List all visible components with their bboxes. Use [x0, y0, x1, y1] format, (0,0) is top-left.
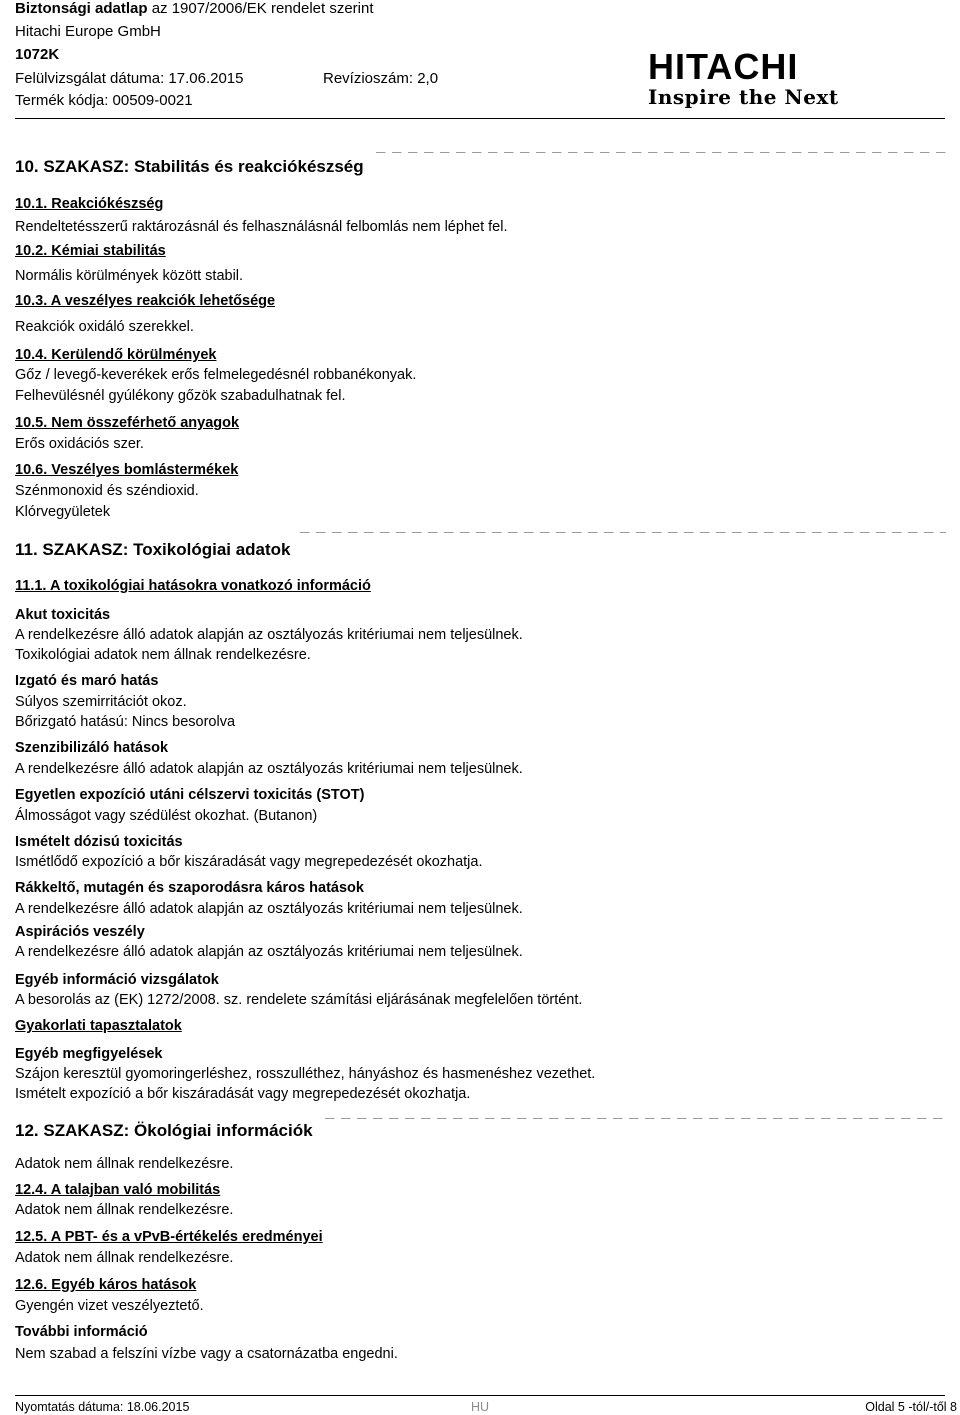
language-code: HU [471, 1400, 490, 1414]
subsection-10-5-title: 10.5. Nem összeférhető anyagok [15, 415, 240, 431]
subsection-12-5-text: Adatok nem állnak rendelkezésre. [15, 1250, 234, 1266]
subsection-10-4-text-2: Felhevülésnél gyúlékony gőzök szabadulhatnak fel. [15, 388, 346, 404]
subsection-12-4-title: 12.4. A talajban való mobilitás [15, 1182, 221, 1198]
section-divider [325, 1118, 946, 1119]
aspiration-text: A rendelkezésre álló adatok alapján az osztályozás kritériumai nem teljesülnek. [15, 944, 523, 960]
other-info-label: Egyéb információ vizsgálatok [15, 972, 219, 988]
stot-label: Egyetlen expozíció utáni célszervi toxicitás (STOT) [15, 787, 365, 803]
repeated-dose-label: Ismételt dózisú toxicitás [15, 834, 183, 850]
other-info-text: A besorolás az (EK) 1272/2008. sz. rendelete számítási eljárásának megfelelően történt. [15, 992, 583, 1008]
practical-experience-title: Gyakorlati tapasztalatok [15, 1018, 182, 1034]
subsection-12-6-title: 12.6. Egyéb káros hatások [15, 1277, 197, 1293]
subsection-12-6-text: Gyengén vizet veszélyeztető. [15, 1298, 204, 1314]
subsection-10-3-text: Reakciók oxidáló szerekkel. [15, 319, 194, 335]
subsection-10-1-title: 10.1. Reakciókészség [15, 196, 164, 212]
irritation-text-1: Súlyos szemirritációt okoz. [15, 694, 187, 710]
logo-brand: HITACHI [648, 46, 799, 87]
other-observations-text-1: Szájon keresztül gyomoringerléshez, rosszulléthez, hányáshoz és hasmenéshez vezethet. [15, 1066, 596, 1082]
header-divider [15, 118, 945, 119]
subsection-10-6-text-1: Szénmonoxid és széndioxid. [15, 483, 199, 499]
revision-number: Revízioszám: 2,0 [323, 70, 439, 87]
section-divider [376, 152, 946, 153]
sensitization-label: Szenzibilizáló hatások [15, 740, 169, 756]
company-name: Hitachi Europe GmbH [15, 23, 161, 40]
subsection-10-1-text: Rendeltetésszerű raktározásnál és felhasználásnál felbomlás nem léphet fel. [15, 219, 508, 235]
subsection-12-4-text: Adatok nem állnak rendelkezésre. [15, 1202, 234, 1218]
acute-toxicity-text-2: Toxikológiai adatok nem állnak rendelkezésre. [15, 647, 311, 663]
product-name: 1072K [15, 46, 60, 63]
subsection-12-5-title: 12.5. A PBT- és a vPvB-értékelés eredményei [15, 1229, 323, 1245]
section-12-intro: Adatok nem állnak rendelkezésre. [15, 1156, 234, 1172]
further-info-text: Nem szabad a felszíni vízbe vagy a csatornázatba engedni. [15, 1346, 398, 1362]
stot-text: Álmosságot vagy szédülést okozhat. (Butanon) [15, 808, 318, 824]
acute-toxicity-text-1: A rendelkezésre álló adatok alapján az osztályozás kritériumai nem teljesülnek. [15, 627, 523, 643]
page-number: Oldal 5 -tól/-től 8 [865, 1400, 957, 1414]
subsection-10-4-title: 10.4. Kerülendő körülmények [15, 347, 217, 363]
cmr-text: A rendelkezésre álló adatok alapján az osztályozás kritériumai nem teljesülnek. [15, 901, 523, 917]
subsection-10-6-title: 10.6. Veszélyes bomlástermékek [15, 462, 239, 478]
section-10-title: 10. SZAKASZ: Stabilitás és reakciókészség [15, 157, 364, 176]
section-11-title: 11. SZAKASZ: Toxikológiai adatok [15, 540, 291, 559]
doc-title-bold: Biztonsági adatlap [15, 0, 148, 17]
product-code: Termék kódja: 00509-0021 [15, 92, 193, 109]
subsection-10-5-text: Erős oxidációs szer. [15, 436, 144, 452]
footer-divider [15, 1395, 945, 1396]
other-observations-text-2: Ismételt expozíció a bőr kiszáradását vagy megrepedezését okozhatja. [15, 1086, 471, 1102]
subsection-10-3-title: 10.3. A veszélyes reakciók lehetősége [15, 293, 276, 309]
aspiration-label: Aspirációs veszély [15, 924, 145, 940]
logo-tagline: Inspire the Next [648, 85, 839, 109]
subsection-11-1-title: 11.1. A toxikológiai hatásokra vonatkozó információ [15, 578, 371, 594]
subsection-10-2-text: Normális körülmények között stabil. [15, 268, 244, 284]
doc-title-regulation: az 1907/2006/EK rendelet szerint [151, 0, 374, 17]
irritation-label: Izgató és maró hatás [15, 673, 159, 689]
section-12-title: 12. SZAKASZ: Ökológiai információk [15, 1121, 313, 1140]
section-divider [300, 532, 946, 533]
sensitization-text: A rendelkezésre álló adatok alapján az osztályozás kritériumai nem teljesülnek. [15, 761, 523, 777]
further-info-label: További információ [15, 1324, 148, 1340]
subsection-10-4-text-1: Gőz / levegő-keverékek erős felmelegedésnél robbanékonyak. [15, 367, 417, 383]
acute-toxicity-label: Akut toxicitás [15, 607, 111, 623]
print-date: Nyomtatás dátuma: 18.06.2015 [15, 1400, 190, 1414]
irritation-text-2: Bőrizgató hatású: Nincs besorolva [15, 714, 236, 730]
review-date: Felülvizsgálat dátuma: 17.06.2015 [15, 70, 244, 87]
subsection-10-6-text-2: Klórvegyületek [15, 504, 111, 520]
cmr-label: Rákkeltő, mutagén és szaporodásra káros hatások [15, 880, 364, 896]
repeated-dose-text: Ismétlődő expozíció a bőr kiszáradását vagy megrepedezését okozhatja. [15, 854, 483, 870]
hitachi-logo [648, 46, 848, 110]
other-observations-label: Egyéb megfigyelések [15, 1046, 163, 1062]
doc-title [15, 0, 374, 18]
subsection-10-2-title: 10.2. Kémiai stabilitás [15, 243, 166, 259]
